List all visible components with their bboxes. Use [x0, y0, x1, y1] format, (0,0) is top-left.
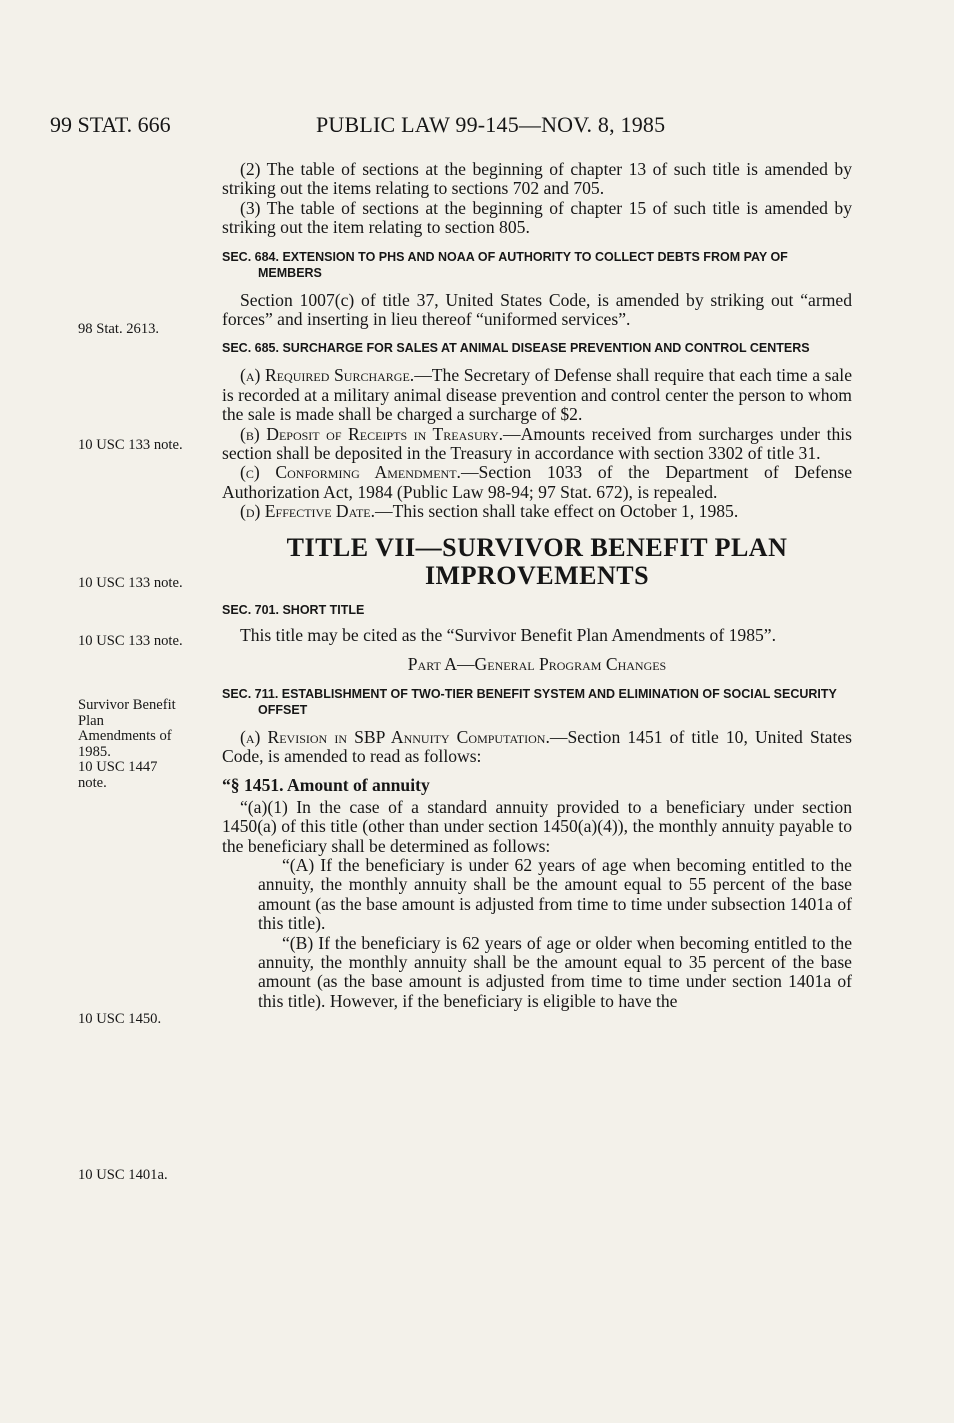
margin-note-line: Plan [78, 712, 104, 729]
body-text [222, 160, 852, 1011]
title-heading [222, 534, 852, 590]
subsection-heading: (d) Effective Date. [240, 501, 376, 522]
paragraph: “(a)(1) In the case of a standard annuity provided to a beneficiary under section 1450(a) of this title (other than under section 1450(a)(4)), the monthly annuity payable to the beneficiary shall be determined as follows: [222, 796, 852, 856]
paragraph [222, 366, 852, 424]
paragraph [222, 425, 852, 464]
margin-note-line: Survivor Benefit [78, 697, 176, 713]
part-heading: Part A—General Program Changes [407, 654, 667, 675]
paragraph [222, 728, 852, 767]
section-heading-684: SEC. 684. EXTENSION TO PHS AND NOAA OF AUTHORITY TO COLLECT DEBTS FROM PAY OF MEMBERS [222, 249, 788, 280]
running-header-title: PUBLIC LAW 99-145—NOV. 8, 1985 [316, 112, 666, 137]
subsection-heading: (a) Required Surcharge. [240, 365, 415, 386]
paragraph: (3) The table of sections at the beginning of chapter 15 of such title is amended by striking out the item relating to section 805. [222, 197, 852, 238]
title-line: TITLE VII—SURVIVOR BENEFIT PLAN [286, 532, 788, 562]
paragraph: This title may be cited as the “Survivor Benefit Plan Amendments of 1985”. [240, 624, 777, 645]
paragraph-text: —Amounts received from surcharges under this section shall be deposited in the Treasury in accordance with section 3302 of title 31. [222, 423, 852, 464]
paragraph [222, 463, 852, 502]
margin-note-line: Amendments of [78, 728, 172, 744]
section-heading-711: SEC. 711. ESTABLISHMENT OF TWO-TIER BENEFIT SYSTEM AND ELIMINATION OF SOCIAL SECURITY OFFSET [222, 686, 837, 717]
margin-note-10-usc-133-c: 10 USC 133 note. [78, 633, 183, 649]
section-heading-685: SEC. 685. SURCHARGE FOR SALES AT ANIMAL DISEASE PREVENTION AND CONTROL CENTERS [222, 341, 810, 356]
margin-note-line: note. [78, 774, 107, 791]
margin-note-line: 1985. [78, 743, 111, 760]
section-heading-701: SEC. 701. SHORT TITLE [222, 602, 365, 617]
title-line: IMPROVEMENTS [424, 560, 650, 590]
paragraph-text: —Section 1451 of title 10, United States Code, is amended to read as follows: [222, 726, 852, 766]
paragraph-text: —The Secretary of Defense shall require that each time a sale is recorded at a military animal disease prevention and control center the person to whom the sale is made shall be charged a surcharge of $2. [222, 365, 852, 425]
paragraph-text: —This section shall take effect on October 1, 1985. [375, 501, 739, 522]
margin-note-survivor-benefit [78, 698, 218, 791]
subsection-heading: (a) Revision in SBP Annuity Computation. [240, 726, 550, 747]
paragraph: Section 1007(c) of title 37, United States Code, is amended by striking out “armed forces” and inserting in lieu thereof “uniformed services”. [222, 289, 852, 330]
margin-note-line: 10 USC 1447 [78, 759, 158, 775]
paragraph [222, 502, 852, 521]
subsection-heading: (b) Deposit of Receipts in Treasury. [240, 423, 504, 444]
margin-note-98-stat: 98 Stat. 2613. [78, 321, 160, 337]
quoted-section-heading: “§ 1451. Amount of annuity [222, 775, 430, 796]
margin-note-10-usc-1450: 10 USC 1450. [78, 1011, 162, 1027]
paragraph-text: —Section 1033 of the Department of Defense Authorization Act, 1984 (Public Law 98-94; 97 Stat. 672), is repealed. [222, 462, 852, 502]
margin-note-10-usc-133-b: 10 USC 133 note. [78, 575, 183, 591]
subsection-heading: (c) Conforming Amendment. [240, 462, 461, 483]
margin-note-10-usc-1401a: 10 USC 1401a. [78, 1167, 168, 1183]
statute-page-number: 99 STAT. 666 [50, 112, 171, 137]
margin-note-10-usc-133-a: 10 USC 133 note. [78, 437, 183, 453]
paragraph: “(A) If the beneficiary is under 62 years of age when becoming entitled to the annuity, the monthly annuity shall be the amount equal to 55 percent of the base amount (as the base amount is adjusted from time to time under subsection 1401a of this title). [258, 854, 852, 934]
paragraph: (2) The table of sections at the beginning of chapter 13 of such title is amended by striking out the items relating to sections 702 and 705. [222, 159, 852, 199]
paragraph: “(B) If the beneficiary is 62 years of age or older when becoming entitled to the annuity, the monthly annuity shall be the amount equal to 35 percent of the base amount (as the base amount is adjusted from time to time under section 1401a of this title). However, if the beneficiary is eligible to have the [258, 932, 852, 1011]
